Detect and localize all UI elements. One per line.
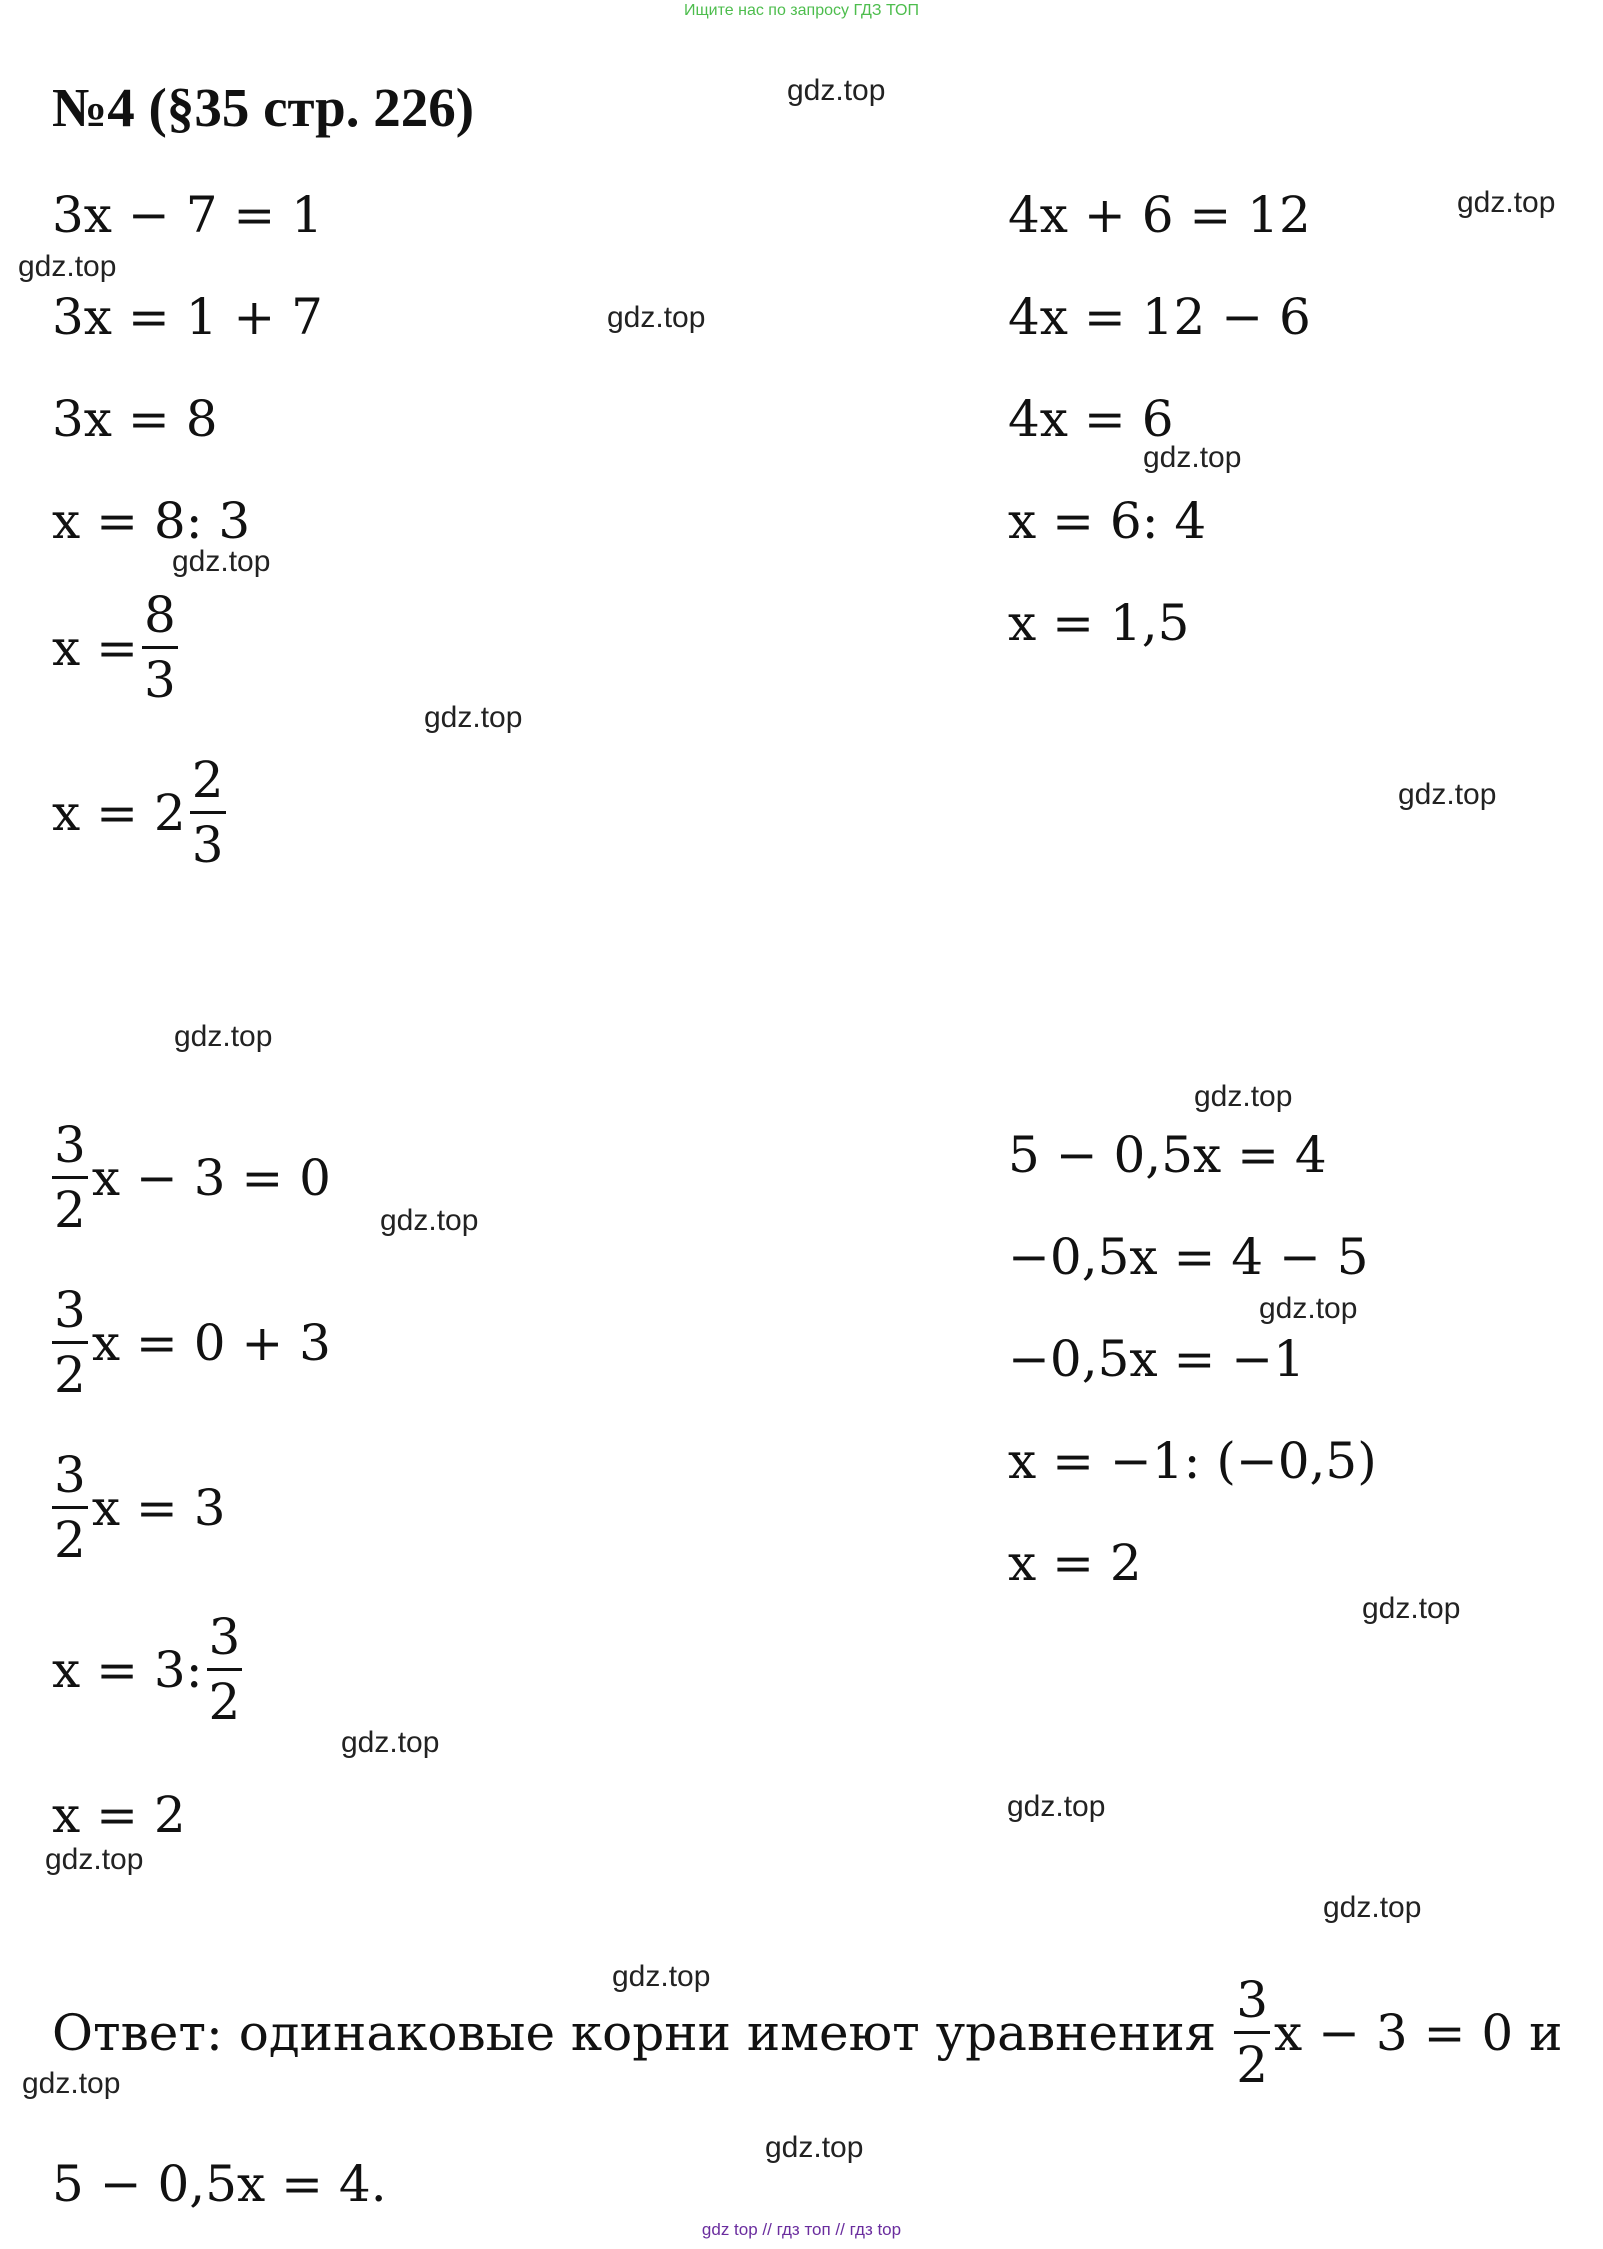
watermark: gdz.top — [1259, 1292, 1358, 1325]
left-b-eq-5: x = 2 — [52, 1786, 186, 1844]
right-eq-5: x = 1,5 — [1008, 594, 1190, 652]
watermark: gdz.top — [1457, 186, 1556, 219]
left-b-eq-1 — [48, 1116, 331, 1239]
fraction — [207, 1608, 243, 1731]
left-b-eq-2-rest: x = 0 + 3 — [91, 1313, 331, 1372]
left-eq-6 — [52, 751, 230, 874]
left-eq-1: 3x − 7 = 1 — [52, 186, 323, 244]
fraction-numerator: 3 — [54, 1281, 86, 1339]
left-b-eq-4-lhs: x = 3: — [52, 1640, 203, 1699]
right-b-eq-3: −0,5x = −1 — [1008, 1330, 1305, 1388]
watermark: gdz.top — [607, 301, 706, 334]
fraction-numerator: 3 — [208, 1608, 241, 1666]
watermark: gdz.top — [1362, 1592, 1461, 1625]
fraction-numerator: 3 — [1236, 1971, 1269, 2029]
right-eq-4: x = 6: 4 — [1008, 492, 1207, 550]
right-b-eq-1: 5 − 0,5x = 4 — [1008, 1126, 1327, 1184]
fraction-numerator: 8 — [144, 586, 176, 644]
fraction-numerator: 3 — [54, 1446, 86, 1504]
right-eq-3: 4x = 6 — [1008, 390, 1174, 448]
fraction-denominator: 3 — [190, 811, 226, 870]
left-eq-5-lhs: x = — [52, 618, 138, 677]
fraction — [142, 586, 178, 709]
right-b-eq-5: x = 2 — [1008, 1534, 1142, 1592]
watermark: gdz.top — [1398, 778, 1497, 811]
watermark: gdz.top — [380, 1204, 479, 1237]
left-b-eq-3-rest: x = 3 — [91, 1478, 226, 1537]
fraction-denominator: 2 — [207, 1668, 243, 1727]
left-b-eq-3 — [48, 1446, 226, 1569]
fraction — [52, 1281, 88, 1404]
footer-watermark: gdz top // гдз топ // гдз top — [701, 2220, 902, 2239]
watermark: gdz.top — [424, 701, 523, 734]
answer-line-2: 5 − 0,5x = 4. — [52, 2155, 387, 2213]
watermark: gdz.top — [1007, 1790, 1106, 1823]
right-eq-2: 4x = 12 − 6 — [1008, 288, 1311, 346]
left-eq-3: 3x = 8 — [52, 390, 218, 448]
right-b-eq-4: x = −1: (−0,5) — [1008, 1432, 1377, 1490]
left-eq-4: x = 8: 3 — [52, 492, 251, 550]
right-eq-1: 4x + 6 = 12 — [1008, 186, 1311, 244]
left-b-eq-1-rest: x − 3 = 0 — [91, 1148, 331, 1207]
watermark: gdz.top — [18, 250, 117, 283]
watermark: gdz.top — [1194, 1080, 1293, 1113]
fraction — [52, 1446, 88, 1569]
fraction-denominator: 3 — [142, 646, 178, 705]
watermark: gdz.top — [787, 74, 886, 107]
right-b-eq-2: −0,5x = 4 − 5 — [1008, 1228, 1369, 1286]
left-b-eq-4 — [52, 1608, 246, 1731]
watermark: gdz.top — [172, 545, 271, 578]
problem-title: №4 (§35 стр. 226) — [52, 77, 475, 138]
fraction-numerator: 3 — [54, 1116, 86, 1174]
watermark: gdz.top — [174, 1020, 273, 1053]
left-eq-5 — [52, 586, 182, 709]
fraction-denominator: 2 — [52, 1506, 88, 1565]
fraction-numerator: 2 — [191, 751, 224, 809]
fraction-denominator: 2 — [52, 1341, 88, 1400]
watermark: gdz.top — [341, 1726, 440, 1759]
fraction-denominator: 2 — [52, 1176, 88, 1235]
watermark: gdz.top — [765, 2131, 864, 2164]
watermark: gdz.top — [22, 2067, 121, 2100]
answer-text: Ответ: одинаковые корни имеют уравнения — [52, 2003, 1217, 2062]
watermark: gdz.top — [612, 1960, 711, 1993]
answer-rest: x − 3 = 0 и — [1274, 2003, 1563, 2062]
watermark: gdz.top — [1143, 441, 1242, 474]
left-eq-2: 3x = 1 + 7 — [52, 288, 323, 346]
search-banner: Ищите нас по запросу ГДЗ ТОП — [684, 2, 919, 19]
left-eq-6-lhs: x = 2 — [52, 783, 186, 842]
fraction — [52, 1116, 88, 1239]
fraction — [190, 751, 226, 874]
fraction — [1234, 1971, 1270, 2094]
watermark: gdz.top — [1323, 1891, 1422, 1924]
fraction-denominator: 2 — [1234, 2031, 1270, 2090]
watermark: gdz.top — [45, 1843, 144, 1876]
left-b-eq-2 — [48, 1281, 331, 1404]
